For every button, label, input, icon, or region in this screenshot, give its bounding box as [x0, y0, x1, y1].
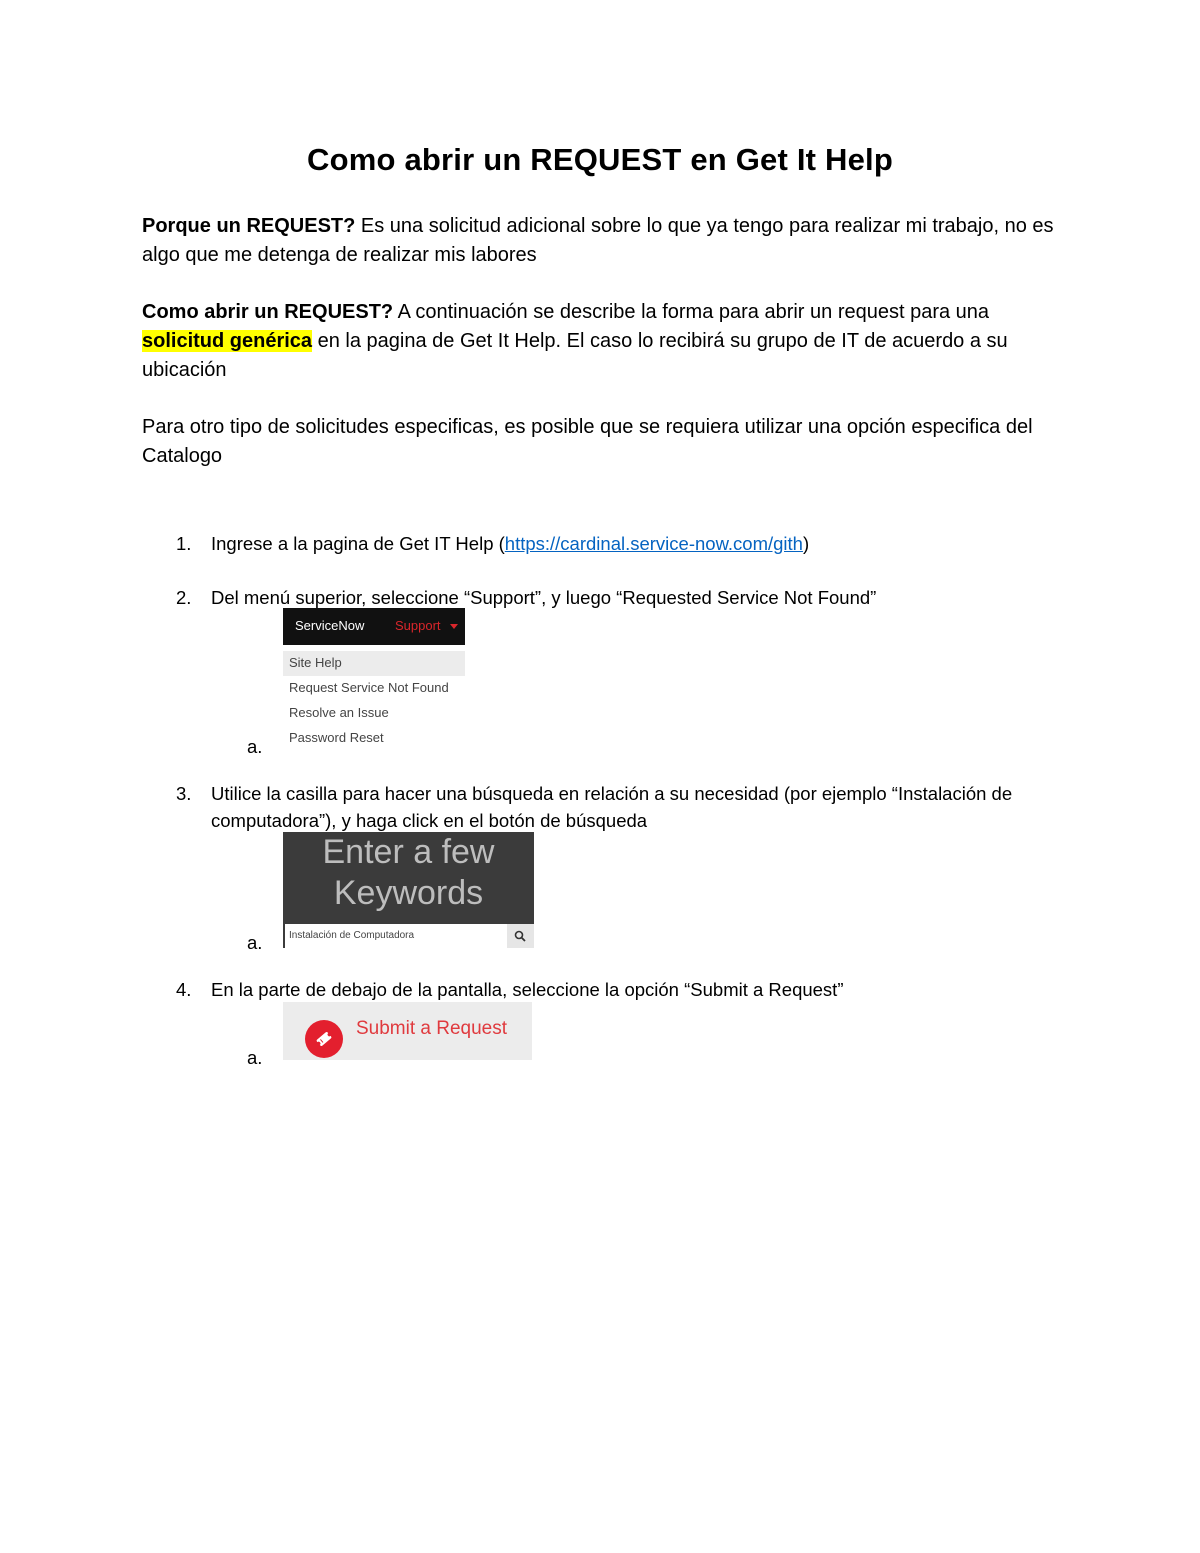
page-title: Como abrir un REQUEST en Get It Help [307, 142, 893, 177]
support-menu[interactable]: Support [395, 618, 441, 633]
search-button[interactable] [507, 924, 534, 948]
menu-item-request-not-found[interactable] [283, 676, 465, 701]
brand-label: ServiceNow [295, 618, 365, 633]
menu-item-label: Resolve an Issue [289, 705, 389, 720]
search-input[interactable] [285, 924, 507, 948]
menu-item-label: Password Reset [289, 730, 384, 745]
step-text: En la parte de debajo de la pantalla, seleccione la opción “Submit a Request” [211, 979, 844, 1000]
how-text-2: en la pagina de Get It Help. El caso lo recibirá su grupo de IT de acuerdo a su ubicación [142, 330, 1008, 381]
intro-why [142, 212, 1062, 270]
step-text-after: ) [802, 533, 810, 554]
gith-link[interactable]: https://cardinal.service-now.com/gith [504, 533, 803, 554]
sub-item-label: a. [247, 736, 263, 757]
why-label: Porque un REQUEST? [142, 215, 356, 237]
other-text: Para otro tipo de solicitudes especificas, es posible que se requiera utilizar una opción especifica del Catalogo [142, 416, 1033, 467]
step-number: 4. [176, 979, 192, 1000]
ticket-icon [305, 1020, 343, 1058]
ticket-glyph [314, 1029, 334, 1049]
menu-item-label: Request Service Not Found [289, 680, 449, 695]
sub-item-label: a. [247, 1047, 263, 1068]
servicenow-menu-screenshot [283, 608, 465, 752]
step-number: 3. [176, 783, 192, 804]
step-text-before: Ingrese a la pagina de Get IT Help ( [211, 533, 505, 554]
step-number: 2. [176, 587, 192, 608]
sub-item-label: a. [247, 932, 263, 953]
search-screenshot [283, 832, 534, 948]
how-label: Como abrir un REQUEST? [142, 301, 394, 323]
menu-item-resolve-issue[interactable] [283, 701, 465, 726]
submit-request-screenshot[interactable] [283, 1002, 532, 1060]
search-input-value: Instalación de Computadora [289, 930, 415, 941]
menu-item-site-help[interactable] [283, 651, 465, 676]
search-headline: Enter a few Keywords [322, 833, 495, 912]
menu-bar [283, 608, 465, 645]
submit-request-label: Submit a Request [356, 1018, 508, 1039]
how-text-1: A continuación se describe la forma para abrir un request para una [393, 301, 990, 323]
menu-item-password-reset[interactable] [283, 726, 465, 751]
step-text [211, 530, 1056, 557]
why-text: Es una solicitud adicional sobre lo que ya tengo para realizar mi trabajo, no es algo que me detenga de realizar mis labores [142, 215, 1054, 266]
intro-how [142, 298, 1062, 385]
highlighted-term: solicitud genérica [142, 330, 313, 352]
menu-item-label: Site Help [289, 655, 342, 670]
search-icon [514, 930, 526, 942]
step-text: Utilice la casilla para hacer una búsqueda en relación a su necesidad (por ejemplo “Instalación de computadora”), y haga click en el botón de búsqueda [211, 783, 1013, 831]
intro-other [142, 413, 1062, 471]
step-number: 1. [176, 533, 192, 554]
caret-down-icon [450, 624, 458, 629]
step-text: Del menú superior, seleccione “Support”, y luego “Requested Service Not Found” [211, 587, 877, 608]
